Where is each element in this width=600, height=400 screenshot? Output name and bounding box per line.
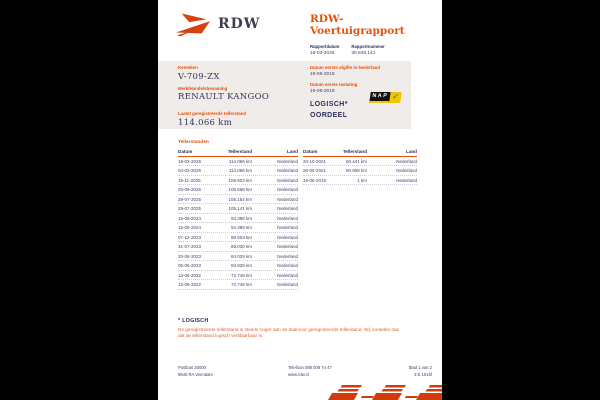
report-header <box>310 13 435 56</box>
cell-tellerstand: 114.066 km <box>228 168 252 173</box>
cell-tellerstand: 114.066 km <box>228 158 252 164</box>
table-body-left <box>178 157 298 290</box>
cell-datum: 20-06-2023 <box>178 253 202 259</box>
rdw-stripe-graphic <box>318 384 442 400</box>
col-header-land: Land <box>287 149 298 154</box>
tellerstanden-tables <box>178 149 442 290</box>
kenteken-label: Kenteken <box>178 65 198 70</box>
cell-land: Nederland <box>396 177 417 183</box>
tellerstanden-section <box>158 140 442 290</box>
cell-datum: 13-06-2022 <box>178 282 202 287</box>
table-row <box>178 157 298 167</box>
table-row <box>178 204 298 214</box>
eerste-afgifte-value: 19-06-2019 <box>310 72 335 77</box>
table-row <box>178 233 298 243</box>
footnote-text: De geregistreerde tellerstand is steeds hoger dan de daarvoor geregistreerde tellerstand. Wij oordelen dan dat de tellerstand logisch verklaarbaar is. <box>178 326 400 338</box>
table-row <box>178 185 298 195</box>
cell-land: Nederland <box>277 244 298 249</box>
table-row <box>178 252 298 262</box>
cell-land: Nederland <box>277 234 298 240</box>
eerste-toelating-label: Datum eerste toelating <box>310 82 358 87</box>
footer-page-info <box>409 364 432 378</box>
cell-datum: 26-05-2021 <box>303 168 327 173</box>
rdw-logo <box>175 11 261 37</box>
laatste-tellerstand-value: 114.066 km <box>178 117 233 128</box>
table-header <box>303 149 417 157</box>
footer-phone: Telefoon 088 008 74 47 <box>288 365 332 370</box>
report-number-value: 30.848.141 <box>351 51 376 56</box>
table-row <box>303 157 417 167</box>
cell-tellerstand: 105.141 km <box>228 206 252 211</box>
page-footer <box>158 364 442 384</box>
cell-datum: 20-10-2021 <box>303 158 327 164</box>
cell-datum: 18-03-2026 <box>178 158 202 164</box>
footer-contact <box>288 364 332 378</box>
cell-tellerstand: 1 km <box>357 177 367 183</box>
cell-tellerstand: 89.503 km <box>230 234 252 240</box>
table-row <box>178 214 298 224</box>
cell-datum: 07-12-2023 <box>178 234 202 240</box>
footer-form-code: 3 E 1015f <box>414 372 432 377</box>
table-row <box>178 176 298 186</box>
report-title: RDW-Voertuigrapport <box>310 13 405 37</box>
cell-datum: 19-06-2019 <box>303 177 327 183</box>
cell-land: Nederland <box>396 158 417 164</box>
eerste-toelating-value: 19-06-2019 <box>310 89 335 94</box>
logisch-footnote <box>178 318 406 340</box>
table-row <box>178 280 298 290</box>
table-row <box>178 271 298 281</box>
cell-tellerstand: 50.958 km <box>345 168 367 173</box>
cell-datum: 15-05-2024 <box>178 225 202 230</box>
rdw-wordmark: RDW <box>218 16 261 32</box>
merk-value: RENAULT KANGOO <box>178 92 270 102</box>
report-meta <box>310 44 435 56</box>
cell-tellerstand: 60.441 km <box>345 158 367 164</box>
rdw-report-page <box>158 0 442 400</box>
oordeel-line2: OORDEEL <box>310 112 348 119</box>
nap-checkmark-icon: ✓ <box>389 92 402 103</box>
kenteken-value: V-709-ZX <box>178 71 220 82</box>
cell-datum: 04-03-2026 <box>178 168 202 173</box>
cell-tellerstand: 109.603 km <box>228 177 252 183</box>
cell-datum: 05-06-2023 <box>178 263 202 268</box>
footer-address-line2: 9640 RA Veendam <box>178 372 213 377</box>
footer-page-indicator: Blad 1 van 2 <box>408 365 432 370</box>
cell-land: Nederland <box>277 225 298 230</box>
col-header-land: Land <box>406 149 417 154</box>
cell-tellerstand: 72.749 km <box>230 272 252 278</box>
cell-tellerstand: 72.749 km <box>230 282 252 287</box>
cell-tellerstand: 105.569 km <box>228 187 252 192</box>
nap-letters: NAP <box>369 92 391 103</box>
report-date-value: 18-03-2026 <box>310 51 335 56</box>
table-row <box>178 223 298 233</box>
footer-website: www.rdw.nl <box>288 372 309 377</box>
cell-land: Nederland <box>277 177 298 183</box>
cell-land: Nederland <box>277 263 298 268</box>
cell-tellerstand: 94.388 km <box>230 215 252 221</box>
cell-land: Nederland <box>277 253 298 259</box>
report-number-label: Rapportnummer <box>351 44 385 49</box>
col-header-datum: Datum <box>303 149 318 154</box>
table-body-right <box>303 157 417 186</box>
cell-land: Nederland <box>277 196 298 202</box>
cell-datum: 15-05-2024 <box>178 215 202 221</box>
col-header-tellerstand: Tellerstand <box>227 149 252 154</box>
col-header-tellerstand: Tellerstand <box>342 149 367 154</box>
merk-label: Merk/Handelsbenaming <box>178 85 228 91</box>
cell-land: Nederland <box>277 215 298 221</box>
cell-tellerstand: 85.030 km <box>230 244 252 249</box>
table-row <box>178 242 298 252</box>
cell-tellerstand: 84.029 km <box>230 253 252 259</box>
tellerstanden-table-right <box>303 149 417 290</box>
eerste-afgifte-label: Datum eerste afgifte in Nederland <box>310 65 381 70</box>
report-number-block <box>351 44 384 56</box>
cell-datum: 03-09-2025 <box>178 187 202 192</box>
table-row <box>178 261 298 271</box>
footer-address <box>178 364 213 378</box>
vehicle-info-panel <box>158 61 411 129</box>
cell-datum: 29-07-2025 <box>178 196 202 202</box>
tellerstanden-table-left <box>178 149 298 290</box>
report-date-block <box>310 44 339 56</box>
cell-land: Nederland <box>277 206 298 211</box>
nap-logo <box>369 92 402 103</box>
cell-land: Nederland <box>277 187 298 192</box>
cell-datum: 13-06-2022 <box>178 272 202 278</box>
laatste-tellerstand-label: Laatst geregistreerde tellerstand <box>178 111 247 116</box>
cell-land: Nederland <box>277 158 298 164</box>
cell-land: Nederland <box>277 272 298 278</box>
table-row <box>303 176 417 186</box>
cell-land: Nederland <box>277 282 298 287</box>
tellerstanden-heading: Tellerstanden <box>178 140 209 145</box>
table-row <box>178 166 298 176</box>
table-row <box>303 166 417 176</box>
cell-tellerstand: 83.928 km <box>230 263 252 268</box>
cell-tellerstand: 105.154 km <box>228 196 252 202</box>
col-header-datum: Datum <box>178 149 193 154</box>
oordeel-line1: LOGISCH* <box>310 101 348 108</box>
vehicle-info-left <box>178 65 303 132</box>
cell-tellerstand: 94.388 km <box>230 225 252 230</box>
footer-address-line1: Postbus 30000 <box>178 365 206 370</box>
cell-datum: 19-11-2025 <box>178 177 201 183</box>
rdw-eagle-icon <box>175 11 213 37</box>
cell-land: Nederland <box>277 168 298 173</box>
cell-land: Nederland <box>396 168 417 173</box>
footnote-title: * LOGISCH <box>178 318 209 324</box>
report-date-label: Rapportdatum <box>310 44 340 49</box>
table-row <box>178 195 298 205</box>
table-header <box>178 149 298 157</box>
cell-datum: 29-07-2025 <box>178 206 202 211</box>
cell-datum: 31-07-2023 <box>178 244 202 249</box>
